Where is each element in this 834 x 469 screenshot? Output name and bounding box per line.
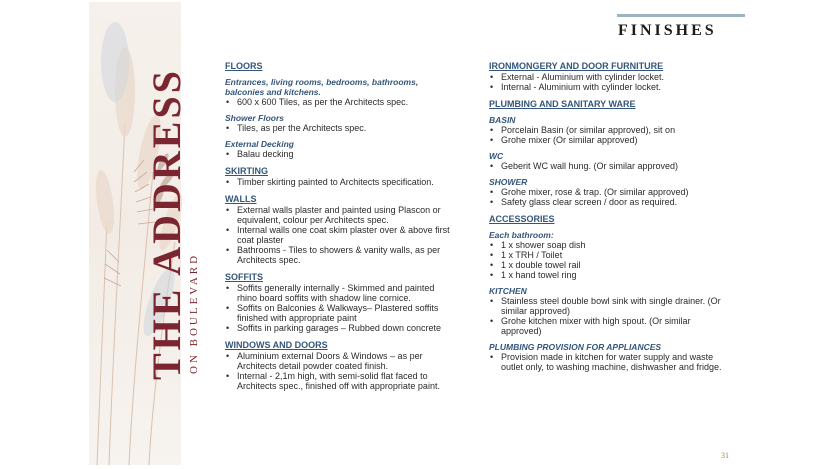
spec-item: • Timber skirting painted to Architects specification. — [225, 177, 455, 187]
spec-item: • Soffits generally internally - Skimmed and painted rhino board soffits with shadow line cornice. — [225, 283, 455, 303]
brand-name: THE ADDRESS — [144, 68, 189, 380]
header-rule — [617, 14, 745, 17]
page-number: 31 — [721, 451, 729, 460]
spec-item: • Grohe mixer, rose & trap. (Or similar approved) — [489, 187, 729, 197]
spec-item: • Safety glass clear screen / door as required. — [489, 197, 729, 207]
subsection-heading: External Decking — [225, 139, 294, 149]
botanical-artwork — [89, 2, 200, 465]
subsection-heading: WC — [489, 151, 504, 161]
spec-item: • 1 x double towel rail — [489, 260, 729, 270]
spec-item: • Geberit WC wall hung. (Or similar approved) — [489, 161, 729, 171]
spec-item: • Tiles, as per the Architects spec. — [225, 123, 455, 133]
section-heading: WALLS — [225, 194, 257, 204]
spec-item: • Bathrooms - Tiles to showers & vanity walls, as per Architects spec. — [225, 245, 455, 265]
spec-item: • Stainless steel double bowl sink with single drainer. (Or similar approved) — [489, 296, 729, 316]
section-heading: IRONMONGERY AND DOOR FURNITURE — [489, 61, 664, 71]
spec-item: • Grohe kitchen mixer with high spout. (Or similar approved) — [489, 316, 729, 336]
spec-list — [489, 125, 729, 145]
spec-item: • Aluminium external Doors & Windows – as per Architects detail powder coated finish. — [225, 351, 455, 371]
spec-list — [489, 72, 729, 92]
spec-list — [489, 240, 729, 280]
spec-item: • 1 x TRH / Toilet — [489, 250, 729, 260]
subsection-heading: Entrances, living rooms, bedrooms, bathrooms, balconies and kitchens. — [225, 77, 419, 97]
spec-list — [489, 161, 729, 171]
spec-list — [225, 149, 455, 159]
spec-item: • Internal - Aluminium with cylinder locket. — [489, 82, 729, 92]
spec-list — [489, 296, 729, 336]
spec-list — [489, 352, 729, 372]
spec-item: • Balau decking — [225, 149, 455, 159]
spec-list — [225, 351, 455, 391]
spec-list — [225, 123, 455, 133]
section-heading: ACCESSORIES — [489, 214, 555, 224]
spec-item: • External walls plaster and painted using Plascon or equivalent, colour per Architects spec. — [225, 205, 455, 225]
subsection-heading: Shower Floors — [225, 113, 285, 123]
subsection-heading: SHOWER — [489, 177, 528, 187]
section-heading: PLUMBING AND SANITARY WARE — [489, 99, 636, 109]
spec-item: • 1 x hand towel ring — [489, 270, 729, 280]
subsection-heading: KITCHEN — [489, 286, 527, 296]
spec-item: • External - Aluminium with cylinder locket. — [489, 72, 729, 82]
spec-item: • Soffits in parking garages – Rubbed down concrete — [225, 323, 455, 333]
spec-list — [225, 205, 455, 265]
spec-item: • Grohe mixer (Or similar approved) — [489, 135, 729, 145]
section-heading: WINDOWS AND DOORS — [225, 340, 328, 350]
subsection-heading: BASIN — [489, 115, 516, 125]
left-column — [225, 61, 455, 391]
spec-item: • 1 x shower soap dish — [489, 240, 729, 250]
spec-list — [489, 187, 729, 207]
subsection-heading: PLUMBING PROVISION FOR APPLIANCES — [489, 342, 662, 352]
spec-item: • 600 x 600 Tiles, as per the Architects spec. — [225, 97, 455, 107]
spec-list — [225, 97, 455, 107]
brand-tagline: ON BOULEVARD — [188, 252, 200, 374]
subsection-heading: Each bathroom: — [489, 230, 554, 240]
spec-item: • Porcelain Basin (or similar approved), sit on — [489, 125, 729, 135]
section-heading: SKIRTING — [225, 166, 269, 176]
section-heading: SOFFITS — [225, 272, 263, 282]
spec-list — [225, 283, 455, 333]
spec-item: • Soffits on Balconies & Walkways– Plastered soffits finished with appropriate paint — [225, 303, 455, 323]
spec-item: • Internal walls one coat skim plaster over & above first coat plaster — [225, 225, 455, 245]
spec-item: • Provision made in kitchen for water supply and waste outlet only, to washing machine, dishwasher and fridge. — [489, 352, 729, 372]
spec-item: • Internal - 2,1m high, with semi-solid flat faced to Architects spec., finished off with appropriate paint. — [225, 371, 455, 391]
spec-list — [225, 177, 455, 187]
brochure-page — [89, 2, 745, 465]
page-title: FINISHES — [618, 22, 717, 39]
section-heading: FLOORS — [225, 61, 263, 71]
right-column — [489, 61, 729, 372]
